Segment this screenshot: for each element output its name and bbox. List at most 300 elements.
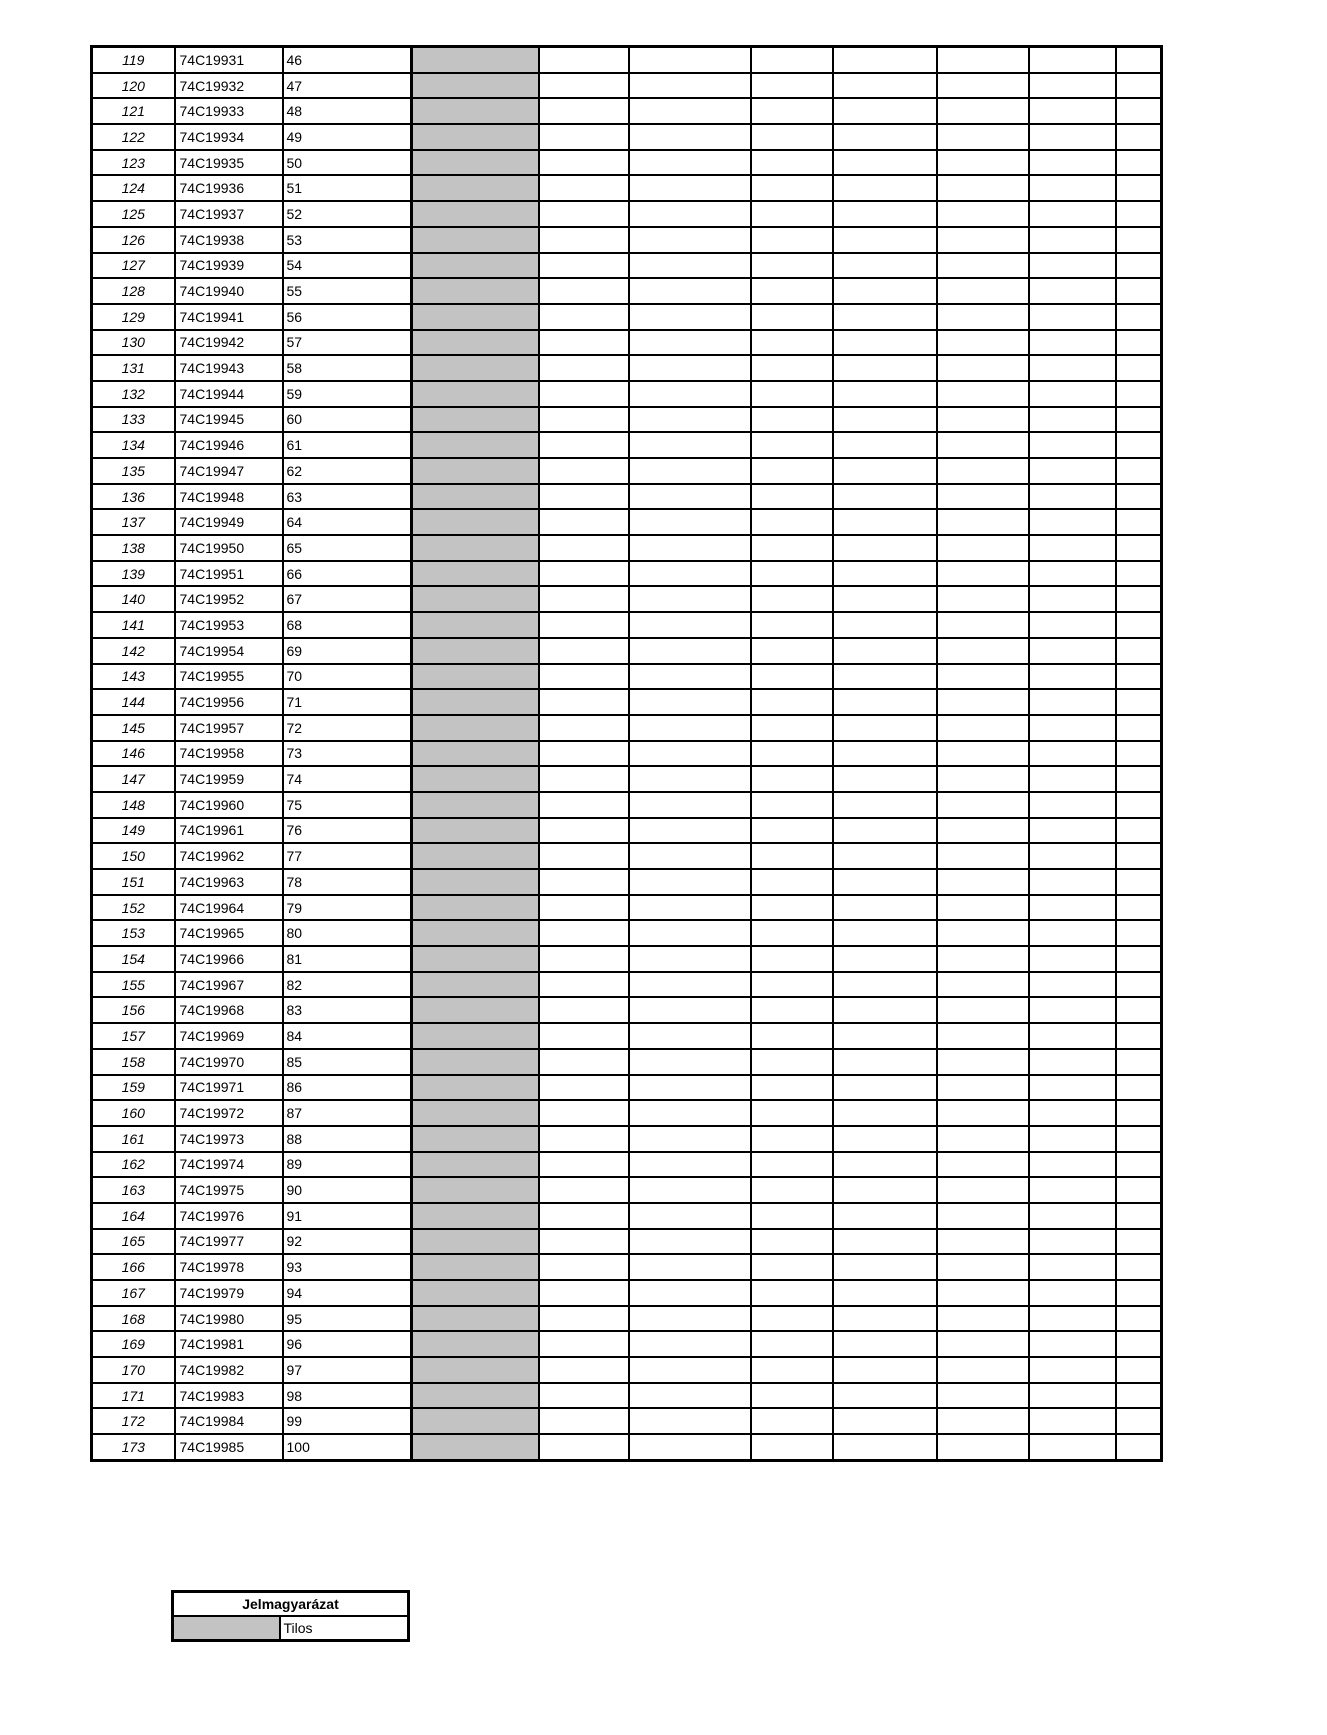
empty-cell: [751, 278, 833, 304]
value-cell: 54: [283, 253, 412, 279]
empty-cell: [937, 638, 1029, 664]
row-number-cell: 128: [92, 278, 175, 304]
empty-cell: [1029, 124, 1116, 150]
empty-cell: [937, 535, 1029, 561]
value-cell: 82: [283, 972, 412, 998]
empty-cell: [539, 689, 629, 715]
empty-cell: [751, 792, 833, 818]
empty-cell: [629, 47, 751, 73]
value-cell: 56: [283, 304, 412, 330]
table-row: [92, 946, 1162, 972]
empty-cell: [1029, 818, 1116, 844]
empty-cell: [937, 895, 1029, 921]
table-row: [92, 1229, 1162, 1255]
value-cell: 79: [283, 895, 412, 921]
empty-cell: [1029, 535, 1116, 561]
value-cell: 90: [283, 1177, 412, 1203]
empty-cell: [751, 355, 833, 381]
legend-title: Jelmagyarázat: [173, 1592, 409, 1617]
table-row: [92, 278, 1162, 304]
empty-cell: [1116, 1177, 1162, 1203]
empty-cell: [751, 47, 833, 73]
empty-cell: [751, 715, 833, 741]
empty-cell: [1029, 253, 1116, 279]
empty-cell: [833, 1280, 937, 1306]
forbidden-cell: [412, 1177, 539, 1203]
empty-cell: [1029, 330, 1116, 356]
empty-cell: [629, 535, 751, 561]
empty-cell: [629, 1203, 751, 1229]
row-number-cell: 121: [92, 98, 175, 124]
empty-cell: [1029, 458, 1116, 484]
value-cell: 66: [283, 561, 412, 587]
empty-cell: [629, 1049, 751, 1075]
value-cell: 97: [283, 1357, 412, 1383]
forbidden-cell: [412, 1408, 539, 1434]
row-number-cell: 138: [92, 535, 175, 561]
empty-cell: [937, 946, 1029, 972]
item-code-cell: 74C19964: [175, 895, 283, 921]
row-number-cell: 132: [92, 381, 175, 407]
forbidden-cell: [412, 407, 539, 433]
table-body: [92, 47, 1162, 1461]
empty-cell: [1116, 201, 1162, 227]
empty-cell: [1029, 792, 1116, 818]
empty-cell: [751, 201, 833, 227]
forbidden-cell: [412, 458, 539, 484]
item-code-cell: 74C19932: [175, 73, 283, 99]
table-row: [92, 818, 1162, 844]
row-number-cell: 123: [92, 150, 175, 176]
item-code-cell: 74C19953: [175, 612, 283, 638]
empty-cell: [1029, 175, 1116, 201]
item-code-cell: 74C19944: [175, 381, 283, 407]
empty-cell: [833, 1049, 937, 1075]
empty-cell: [833, 1177, 937, 1203]
forbidden-cell: [412, 227, 539, 253]
row-number-cell: 120: [92, 73, 175, 99]
empty-cell: [833, 689, 937, 715]
row-number-cell: 169: [92, 1331, 175, 1357]
empty-cell: [1116, 381, 1162, 407]
item-code-cell: 74C19939: [175, 253, 283, 279]
empty-cell: [937, 1254, 1029, 1280]
empty-cell: [833, 895, 937, 921]
empty-cell: [833, 458, 937, 484]
item-code-cell: 74C19940: [175, 278, 283, 304]
empty-cell: [1116, 843, 1162, 869]
empty-cell: [937, 484, 1029, 510]
row-number-cell: 156: [92, 997, 175, 1023]
empty-cell: [539, 869, 629, 895]
empty-cell: [539, 1331, 629, 1357]
empty-cell: [629, 355, 751, 381]
forbidden-cell: [412, 278, 539, 304]
empty-cell: [539, 1434, 629, 1460]
empty-cell: [751, 381, 833, 407]
empty-cell: [937, 1408, 1029, 1434]
empty-cell: [1116, 1152, 1162, 1178]
table-row: [92, 1408, 1162, 1434]
empty-cell: [937, 869, 1029, 895]
row-number-cell: 129: [92, 304, 175, 330]
empty-cell: [1029, 1229, 1116, 1255]
empty-cell: [833, 664, 937, 690]
item-code-cell: 74C19945: [175, 407, 283, 433]
table-row: [92, 175, 1162, 201]
empty-cell: [539, 1049, 629, 1075]
empty-cell: [751, 1100, 833, 1126]
empty-cell: [1029, 1152, 1116, 1178]
empty-cell: [629, 1280, 751, 1306]
empty-cell: [833, 484, 937, 510]
empty-cell: [937, 1331, 1029, 1357]
row-number-cell: 161: [92, 1126, 175, 1152]
value-cell: 74: [283, 766, 412, 792]
empty-cell: [539, 432, 629, 458]
row-number-cell: 126: [92, 227, 175, 253]
forbidden-cell: [412, 253, 539, 279]
empty-cell: [751, 689, 833, 715]
item-code-cell: 74C19959: [175, 766, 283, 792]
empty-cell: [629, 1126, 751, 1152]
empty-cell: [937, 175, 1029, 201]
forbidden-cell: [412, 1049, 539, 1075]
empty-cell: [751, 741, 833, 767]
empty-cell: [539, 586, 629, 612]
empty-cell: [1116, 766, 1162, 792]
empty-cell: [1116, 1357, 1162, 1383]
value-cell: 63: [283, 484, 412, 510]
value-cell: 84: [283, 1023, 412, 1049]
forbidden-cell: [412, 586, 539, 612]
empty-cell: [751, 1126, 833, 1152]
empty-cell: [1029, 766, 1116, 792]
empty-cell: [833, 175, 937, 201]
row-number-cell: 148: [92, 792, 175, 818]
row-number-cell: 151: [92, 869, 175, 895]
empty-cell: [1029, 150, 1116, 176]
legend-item-row: [173, 1616, 409, 1641]
empty-cell: [937, 1203, 1029, 1229]
forbidden-cell: [412, 150, 539, 176]
item-code-cell: 74C19976: [175, 1203, 283, 1229]
forbidden-cell: [412, 946, 539, 972]
value-cell: 59: [283, 381, 412, 407]
forbidden-cell: [412, 1357, 539, 1383]
item-code-cell: 74C19937: [175, 201, 283, 227]
empty-cell: [1029, 586, 1116, 612]
empty-cell: [937, 47, 1029, 73]
empty-cell: [1029, 509, 1116, 535]
empty-cell: [1116, 1408, 1162, 1434]
empty-cell: [539, 227, 629, 253]
empty-cell: [539, 535, 629, 561]
value-cell: 88: [283, 1126, 412, 1152]
item-code-cell: 74C19963: [175, 869, 283, 895]
empty-cell: [1116, 1280, 1162, 1306]
value-cell: 70: [283, 664, 412, 690]
empty-cell: [539, 201, 629, 227]
empty-cell: [539, 664, 629, 690]
row-number-cell: 152: [92, 895, 175, 921]
item-code-cell: 74C19931: [175, 47, 283, 73]
empty-cell: [833, 407, 937, 433]
value-cell: 71: [283, 689, 412, 715]
empty-cell: [1029, 1254, 1116, 1280]
empty-cell: [937, 818, 1029, 844]
value-cell: 48: [283, 98, 412, 124]
empty-cell: [1116, 869, 1162, 895]
empty-cell: [629, 869, 751, 895]
row-number-cell: 135: [92, 458, 175, 484]
empty-cell: [539, 253, 629, 279]
empty-cell: [1116, 792, 1162, 818]
empty-cell: [1029, 1126, 1116, 1152]
empty-cell: [629, 175, 751, 201]
empty-cell: [833, 1434, 937, 1460]
table-row: [92, 1306, 1162, 1332]
empty-cell: [833, 432, 937, 458]
empty-cell: [937, 1434, 1029, 1460]
forbidden-cell: [412, 869, 539, 895]
table-row: [92, 1254, 1162, 1280]
table-row: [92, 843, 1162, 869]
empty-cell: [833, 381, 937, 407]
forbidden-cell: [412, 1152, 539, 1178]
empty-cell: [1116, 997, 1162, 1023]
value-cell: 87: [283, 1100, 412, 1126]
empty-cell: [1116, 561, 1162, 587]
value-cell: 55: [283, 278, 412, 304]
empty-cell: [629, 1100, 751, 1126]
empty-cell: [1029, 1280, 1116, 1306]
empty-cell: [1029, 638, 1116, 664]
item-code-cell: 74C19962: [175, 843, 283, 869]
empty-cell: [937, 972, 1029, 998]
empty-cell: [539, 972, 629, 998]
empty-cell: [629, 458, 751, 484]
value-cell: 52: [283, 201, 412, 227]
empty-cell: [1029, 47, 1116, 73]
empty-cell: [629, 612, 751, 638]
empty-cell: [751, 98, 833, 124]
row-number-cell: 164: [92, 1203, 175, 1229]
empty-cell: [751, 124, 833, 150]
empty-cell: [751, 1434, 833, 1460]
empty-cell: [629, 1229, 751, 1255]
empty-cell: [751, 1152, 833, 1178]
forbidden-cell: [412, 1100, 539, 1126]
empty-cell: [937, 792, 1029, 818]
forbidden-cell: [412, 355, 539, 381]
empty-cell: [1116, 1049, 1162, 1075]
empty-cell: [1029, 201, 1116, 227]
empty-cell: [629, 432, 751, 458]
row-number-cell: 154: [92, 946, 175, 972]
row-number-cell: 163: [92, 1177, 175, 1203]
empty-cell: [1116, 972, 1162, 998]
empty-cell: [1029, 407, 1116, 433]
value-cell: 85: [283, 1049, 412, 1075]
item-code-cell: 74C19984: [175, 1408, 283, 1434]
empty-cell: [937, 689, 1029, 715]
legend-box: [171, 1590, 410, 1642]
empty-cell: [833, 1023, 937, 1049]
empty-cell: [1029, 304, 1116, 330]
item-code-cell: 74C19947: [175, 458, 283, 484]
empty-cell: [937, 150, 1029, 176]
empty-cell: [539, 1280, 629, 1306]
table-row: [92, 432, 1162, 458]
value-cell: 91: [283, 1203, 412, 1229]
empty-cell: [1029, 689, 1116, 715]
empty-cell: [937, 766, 1029, 792]
empty-cell: [539, 818, 629, 844]
empty-cell: [1116, 586, 1162, 612]
forbidden-cell: [412, 1383, 539, 1409]
item-code-cell: 74C19973: [175, 1126, 283, 1152]
item-code-cell: 74C19978: [175, 1254, 283, 1280]
empty-cell: [751, 1049, 833, 1075]
empty-cell: [937, 997, 1029, 1023]
table-row: [92, 972, 1162, 998]
empty-cell: [751, 1383, 833, 1409]
table-row: [92, 381, 1162, 407]
empty-cell: [539, 175, 629, 201]
value-cell: 61: [283, 432, 412, 458]
empty-cell: [539, 920, 629, 946]
item-code-cell: 74C19956: [175, 689, 283, 715]
row-number-cell: 142: [92, 638, 175, 664]
value-cell: 51: [283, 175, 412, 201]
empty-cell: [751, 818, 833, 844]
empty-cell: [1116, 98, 1162, 124]
item-code-cell: 74C19970: [175, 1049, 283, 1075]
empty-cell: [1029, 227, 1116, 253]
item-code-cell: 74C19960: [175, 792, 283, 818]
table-row: [92, 535, 1162, 561]
empty-cell: [751, 73, 833, 99]
empty-cell: [539, 946, 629, 972]
row-number-cell: 159: [92, 1075, 175, 1101]
item-code-cell: 74C19983: [175, 1383, 283, 1409]
forbidden-cell: [412, 972, 539, 998]
row-number-cell: 155: [92, 972, 175, 998]
empty-cell: [1029, 355, 1116, 381]
item-code-cell: 74C19971: [175, 1075, 283, 1101]
empty-cell: [833, 972, 937, 998]
empty-cell: [751, 1254, 833, 1280]
empty-cell: [539, 407, 629, 433]
item-code-cell: 74C19966: [175, 946, 283, 972]
value-cell: 81: [283, 946, 412, 972]
empty-cell: [539, 458, 629, 484]
forbidden-cell: [412, 484, 539, 510]
empty-cell: [539, 843, 629, 869]
table-row: [92, 1100, 1162, 1126]
item-code-cell: 74C19981: [175, 1331, 283, 1357]
value-cell: 72: [283, 715, 412, 741]
empty-cell: [833, 1254, 937, 1280]
empty-cell: [833, 1357, 937, 1383]
empty-cell: [833, 1408, 937, 1434]
item-code-cell: 74C19955: [175, 664, 283, 690]
item-code-cell: 74C19954: [175, 638, 283, 664]
empty-cell: [833, 715, 937, 741]
empty-cell: [1116, 1075, 1162, 1101]
row-number-cell: 131: [92, 355, 175, 381]
empty-cell: [937, 1177, 1029, 1203]
table-row: [92, 1049, 1162, 1075]
forbidden-cell: [412, 715, 539, 741]
item-code-cell: 74C19951: [175, 561, 283, 587]
empty-cell: [751, 561, 833, 587]
empty-cell: [1029, 612, 1116, 638]
item-code-cell: 74C19965: [175, 920, 283, 946]
empty-cell: [539, 1100, 629, 1126]
empty-cell: [833, 869, 937, 895]
empty-cell: [751, 895, 833, 921]
table-row: [92, 407, 1162, 433]
forbidden-cell: [412, 895, 539, 921]
empty-cell: [833, 920, 937, 946]
empty-cell: [629, 1383, 751, 1409]
empty-cell: [1029, 1023, 1116, 1049]
table-row: [92, 586, 1162, 612]
empty-cell: [937, 1126, 1029, 1152]
empty-cell: [1029, 997, 1116, 1023]
item-code-cell: 74C19979: [175, 1280, 283, 1306]
item-code-cell: 74C19933: [175, 98, 283, 124]
empty-cell: [629, 201, 751, 227]
empty-cell: [1116, 612, 1162, 638]
forbidden-cell: [412, 1229, 539, 1255]
table-row: [92, 253, 1162, 279]
row-number-cell: 137: [92, 509, 175, 535]
table-row: [92, 1280, 1162, 1306]
empty-cell: [1029, 1100, 1116, 1126]
empty-cell: [629, 741, 751, 767]
legend-swatch-forbidden: [173, 1616, 280, 1641]
empty-cell: [751, 304, 833, 330]
row-number-cell: 144: [92, 689, 175, 715]
empty-cell: [833, 1100, 937, 1126]
row-number-cell: 125: [92, 201, 175, 227]
empty-cell: [937, 98, 1029, 124]
forbidden-cell: [412, 535, 539, 561]
forbidden-cell: [412, 47, 539, 73]
empty-cell: [539, 1126, 629, 1152]
table-row: [92, 1331, 1162, 1357]
empty-cell: [833, 766, 937, 792]
table-row: [92, 1203, 1162, 1229]
empty-cell: [937, 1383, 1029, 1409]
empty-cell: [539, 895, 629, 921]
empty-cell: [833, 1306, 937, 1332]
empty-cell: [1029, 1331, 1116, 1357]
empty-cell: [539, 1152, 629, 1178]
empty-cell: [937, 1229, 1029, 1255]
value-cell: 69: [283, 638, 412, 664]
table-row: [92, 1152, 1162, 1178]
empty-cell: [937, 253, 1029, 279]
empty-cell: [833, 843, 937, 869]
empty-cell: [833, 638, 937, 664]
empty-cell: [629, 1357, 751, 1383]
empty-cell: [751, 1229, 833, 1255]
forbidden-cell: [412, 664, 539, 690]
